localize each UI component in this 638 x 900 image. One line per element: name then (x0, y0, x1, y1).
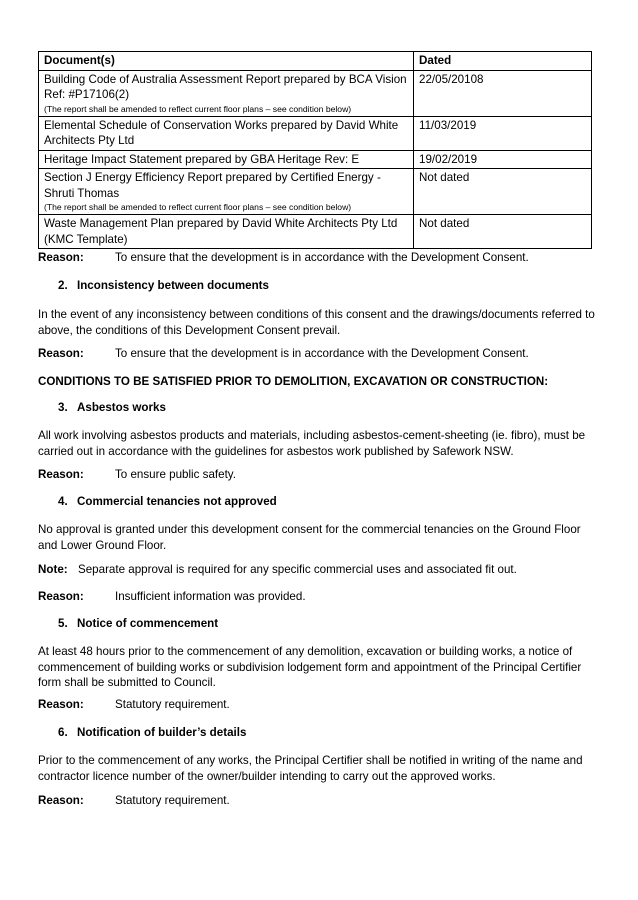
document-cell (39, 169, 414, 215)
section-title: Notification of builder’s details (77, 726, 247, 739)
document-name: Building Code of Australia Assessment Report prepared by BCA Vision Ref: #P17106(2) (44, 72, 407, 101)
section-6-reason (38, 794, 598, 807)
document-cell (39, 215, 414, 249)
section-number: 2. (58, 279, 68, 292)
reason-text: To ensure that the development is in accordance with the Development Consent. (115, 251, 529, 264)
reason-label: Reason: (38, 794, 84, 807)
reason-label: Reason: (38, 698, 84, 711)
table-header-row (39, 52, 592, 71)
reason-label: Reason: (38, 590, 84, 603)
dated-cell: 11/03/2019 (414, 116, 592, 150)
dated-cell: 22/05/20108 (414, 70, 592, 116)
header-dated: Dated (414, 52, 592, 71)
document-name: Waste Management Plan prepared by David White Architects Pty Ltd (KMC Template) (44, 217, 398, 246)
section-4-note (38, 563, 598, 576)
header-documents: Document(s) (39, 52, 414, 71)
section-title: Inconsistency between documents (77, 279, 269, 292)
reason-text: To ensure public safety. (115, 468, 236, 481)
dated-cell: Not dated (414, 169, 592, 215)
section-title: Notice of commencement (77, 617, 219, 630)
table-row (39, 169, 592, 215)
reason-text: Statutory requirement. (115, 698, 230, 711)
conditions-heading: CONDITIONS TO BE SATISFIED PRIOR TO DEMOLITION, EXCAVATION OR CONSTRUCTION: (38, 375, 549, 388)
section-3-body: All work involving asbestos products and materials, including asbestos-cement-sheeting (ie. fibro), must be carried out in accordance with the guidelines for asbestos work published by Safework NSW. (38, 429, 586, 458)
document-name: Elemental Schedule of Conservation Works prepared by David White Architects Pty Ltd (44, 118, 399, 147)
note-text: Separate approval is required for any specific commercial uses and associated fit out. (78, 563, 517, 576)
section-2-reason (38, 347, 598, 360)
section-number: 4. (58, 495, 68, 508)
table-row (39, 116, 592, 150)
reason-text: Insufficient information was provided. (115, 590, 306, 603)
section-5-heading (58, 617, 218, 630)
reason-text: To ensure that the development is in accordance with the Development Consent. (115, 347, 529, 360)
section-number: 3. (58, 401, 68, 414)
table-row (39, 150, 592, 169)
section-number: 6. (58, 726, 68, 739)
reason-label: Reason: (38, 347, 84, 360)
reason-label: Reason: (38, 468, 84, 481)
reason-line-1 (38, 251, 598, 264)
section-title: Commercial tenancies not approved (77, 495, 277, 508)
section-6-body: Prior to the commencement of any works, the Principal Certifier shall be notified in writing of the name and contractor licence number of the owner/builder intending to carry out the approved works. (38, 754, 583, 783)
section-2-body: In the event of any inconsistency between conditions of this consent and the drawings/documents referred to above, the conditions of this Development Consent prevail. (38, 308, 595, 337)
section-6-heading (58, 726, 246, 739)
document-note: (The report shall be amended to reflect current floor plans – see condition below) (44, 103, 352, 114)
note-label: Note: (38, 563, 68, 576)
section-4-reason (38, 590, 598, 603)
section-4-heading (58, 495, 277, 508)
document-note: (The report shall be amended to reflect current floor plans – see condition below) (44, 202, 352, 212)
section-2-heading (58, 279, 269, 292)
section-title: Asbestos works (77, 401, 166, 414)
section-3-reason (38, 468, 598, 481)
reason-text: Statutory requirement. (115, 794, 230, 807)
section-4-body: No approval is granted under this development consent for the commercial tenancies on the Ground Floor and Lower Ground Floor. (38, 523, 581, 552)
documents-table (38, 51, 592, 249)
document-name: Heritage Impact Statement prepared by GBA Heritage Rev: E (44, 152, 360, 166)
table-row (39, 70, 592, 116)
section-3-heading (58, 401, 166, 414)
document-name: Section J Energy Efficiency Report prepared by Certified Energy - Shruti Thomas (44, 171, 381, 200)
document-cell (39, 116, 414, 150)
dated-cell: 19/02/2019 (414, 150, 592, 169)
reason-label: Reason: (38, 251, 84, 264)
document-cell (39, 70, 414, 116)
dated-cell: Not dated (414, 215, 592, 249)
section-5-reason (38, 698, 598, 711)
section-5-body: At least 48 hours prior to the commencement of any demolition, excavation or building works, a notice of commencement of building works or subdivision lodgement form and appointment of the Principal Certifier form shall be submitted to Council. (38, 645, 582, 689)
section-number: 5. (58, 617, 68, 630)
table-row (39, 215, 592, 249)
document-cell (39, 150, 414, 169)
